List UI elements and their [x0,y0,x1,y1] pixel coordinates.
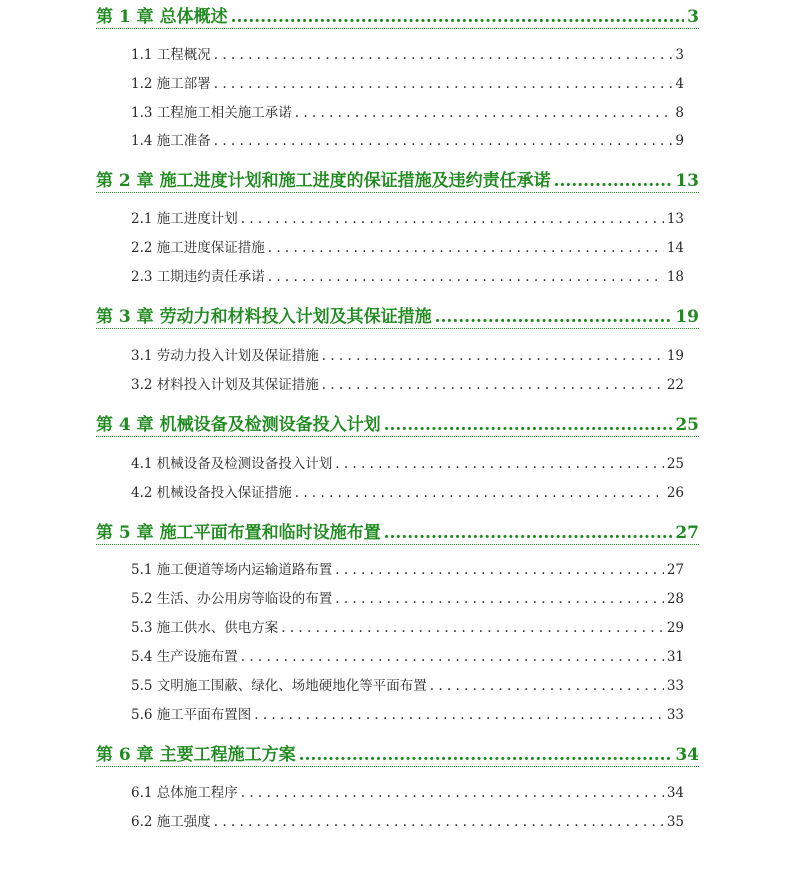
chapter-3-entry[interactable] [96,302,699,329]
section-4-1-entry[interactable] [131,452,684,472]
chapter-5-entry[interactable] [96,518,699,545]
page-number: 18 [666,269,684,285]
section-title: 1.2 施工部署 [131,76,211,92]
page-number: 31 [666,649,684,665]
section-5-5-entry[interactable] [131,674,684,694]
page-number: 25 [675,415,699,435]
page-number: 25 [666,456,684,472]
section-5-4-entry[interactable] [131,645,684,665]
section-3-1-entry[interactable] [131,344,684,364]
section-2-3-entry[interactable] [131,265,684,285]
dot-leader [384,415,673,435]
section-5-3-entry[interactable] [131,616,684,636]
dot-leader [335,562,664,578]
section-title: 5.4 生产设施布置 [131,649,238,665]
section-1-1-entry[interactable] [131,43,684,63]
page-number: 14 [666,240,684,256]
section-title: 5.5 文明施工围蔽、绿化、场地硬地化等平面布置 [131,678,427,694]
section-title: 3.1 劳动力投入计划及保证措施 [131,348,319,364]
dot-leader [299,745,673,765]
section-title: 2.3 工期违约责任承诺 [131,269,265,285]
section-4-2-entry[interactable] [131,481,684,501]
dot-leader [554,171,673,191]
section-title: 2.2 施工进度保证措施 [131,240,265,256]
dot-leader [322,348,664,364]
dot-leader [268,240,664,256]
section-1-2-entry[interactable] [131,72,684,92]
page-number: 28 [666,591,684,607]
section-1-4-entry[interactable] [131,129,684,149]
page-number: 35 [666,814,684,830]
page-number: 13 [675,171,699,191]
page-number: 26 [666,485,684,501]
dot-leader [214,76,673,92]
page-number: 8 [675,105,684,121]
chapter-title: 第 1 章 总体概述 [96,7,228,27]
page-number: 19 [675,307,699,327]
section-title: 1.1 工程概况 [131,47,211,63]
dot-leader [281,620,664,636]
section-title: 1.3 工程施工相关施工承诺 [131,105,292,121]
page-number: 19 [666,348,684,364]
section-2-1-entry[interactable] [131,207,684,227]
section-title: 6.1 总体施工程序 [131,785,238,801]
dot-leader [214,814,664,830]
page-number: 9 [675,133,684,149]
section-3-2-entry[interactable] [131,373,684,393]
section-5-2-entry[interactable] [131,587,684,607]
dot-leader [254,707,664,723]
page-number: 27 [666,562,684,578]
dot-leader [295,485,664,501]
page-number: 4 [675,76,684,92]
chapter-title: 第 6 章 主要工程施工方案 [96,745,296,765]
section-1-3-entry[interactable] [131,101,684,121]
section-title: 2.1 施工进度计划 [131,211,238,227]
dot-leader [335,591,664,607]
section-5-1-entry[interactable] [131,558,684,578]
dot-leader [435,307,673,327]
page-number: 33 [666,678,684,694]
dot-leader [214,47,673,63]
dot-leader [231,7,685,27]
dot-leader [430,678,664,694]
dot-leader [384,523,673,543]
dot-leader [214,133,673,149]
chapter-title: 第 4 章 机械设备及检测设备投入计划 [96,415,381,435]
chapter-title: 第 3 章 劳动力和材料投入计划及其保证措施 [96,307,432,327]
page-number: 33 [666,707,684,723]
dot-leader [322,377,664,393]
section-title: 5.1 施工便道等场内运输道路布置 [131,562,333,578]
section-title: 5.2 生活、办公用房等临设的布置 [131,591,333,607]
dot-leader [335,456,664,472]
section-title: 4.2 机械设备投入保证措施 [131,485,292,501]
section-title: 5.3 施工供水、供电方案 [131,620,279,636]
section-6-1-entry[interactable] [131,781,684,801]
section-title: 3.2 材料投入计划及其保证措施 [131,377,319,393]
section-5-6-entry[interactable] [131,703,684,723]
chapter-4-entry[interactable] [96,410,699,437]
page-number: 3 [687,7,699,27]
section-title: 4.1 机械设备及检测设备投入计划 [131,456,333,472]
dot-leader [241,785,664,801]
dot-leader [268,269,664,285]
section-title: 5.6 施工平面布置图 [131,707,252,723]
section-title: 6.2 施工强度 [131,814,211,830]
page-number: 22 [666,377,684,393]
dot-leader [295,105,673,121]
page-number: 27 [675,523,699,543]
section-2-2-entry[interactable] [131,236,684,256]
dot-leader [241,649,664,665]
chapter-6-entry[interactable] [96,740,699,767]
page-number: 3 [675,47,684,63]
page-number: 34 [666,785,684,801]
page-number: 34 [675,745,699,765]
page-number: 29 [666,620,684,636]
chapter-2-entry[interactable] [96,166,699,193]
chapter-title: 第 2 章 施工进度计划和施工进度的保证措施及违约责任承诺 [96,171,551,191]
section-6-2-entry[interactable] [131,810,684,830]
chapter-title: 第 5 章 施工平面布置和临时设施布置 [96,523,381,543]
dot-leader [241,211,664,227]
chapter-1-entry[interactable] [96,2,699,29]
page-number: 13 [666,211,684,227]
section-title: 1.4 施工准备 [131,133,211,149]
